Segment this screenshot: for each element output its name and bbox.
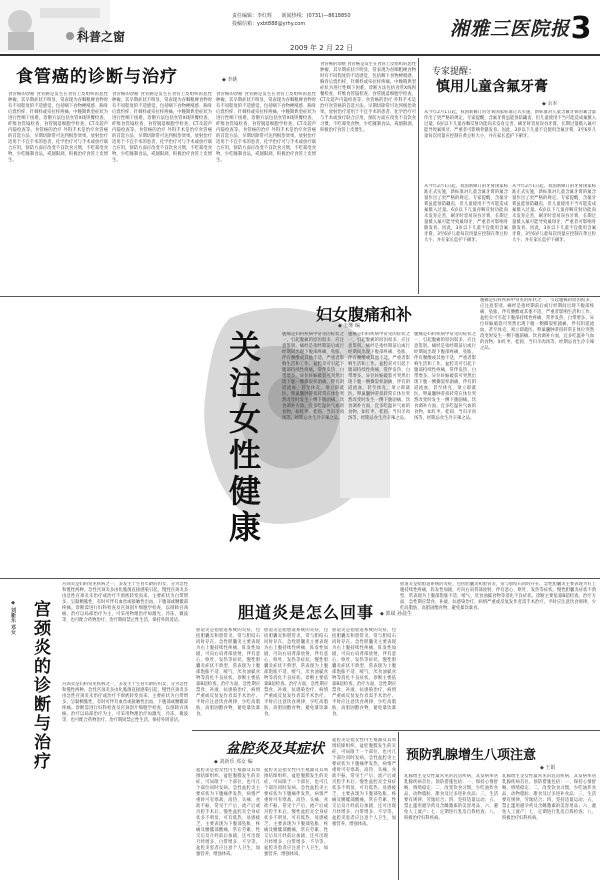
biliary-body-col4: 胆道炎是指胆道系统的炎症，包括胆囊炎和胆管炎，常与胆结石同时存在。急性胆囊炎主要表现为右上腹持续性疼痛，阵发性加剧，可向右肩背部放射，伴有恶心、呕吐、发热等症状。慢性胆囊炎症状不典型，常表现为上腹部饱胀不适、嗳气、厌食油腻食物等消化不良症状。诊断主要依靠B超检查。治疗方面，急性期应禁食、补液、抗感染治疗，病情严重或反复发作者需手术治疗。平时应注意饮食规律，少吃高脂肪、高胆固醇食物，避免暴饮暴食。 — [400, 582, 596, 611]
mastitis-byline: ◆ 王娟 — [540, 765, 556, 771]
mastitis-body-col1: 乳腺增生是女性最常见的乳房疾病，其发病率居乳腺疾病首位。预防措施包括：一、保持心情舒畅，情绪稳定；二、改变饮食习惯，少吃油炸食品、动物脂肪、甜食及过多进补食品；三、生活要有规律，劳逸结合；四、坚持适量运动；五、禁止滥用避孕药及含雌激素的美容用品；六、避免人工流产；七、定期进行乳房自我检查；八、积极治疗妇科疾病。 — [404, 774, 498, 821]
abdominal-body-col2: 腹痛是妇科疾病中常见的症状之一，引起腹痛的原因很多，应注意鉴别。痛经是指经期前后或行经期间出现下腹部疼痛、坠胀，伴有腰酸或其他不适，严重者影响生活和工作。盆腔炎可引起下腹部持续性疼痛，常伴发热、白带增多。异位妊娠破裂可突然出现下腹一侧撕裂样剧痛，伴有阴道流血，甚至休克，须立即就医。卵巢囊肿蒂扭转常在体位突然改变时发生一侧下腹剧痛。饮食调补方面，宜多吃温补气血的食物，如红枣、桂圆、当归羊肉汤等，经期忌食生冷辛辣之品。 — [348, 332, 410, 421]
abdominal-title: 妇女腹痛和补 — [316, 305, 413, 324]
abdominal-body-col1: 腹痛是妇科疾病中常见的症状之一，引起腹痛的原因很多，应注意鉴别。痛经是指经期前后或行经期间出现下腹部疼痛、坠胀，伴有腰酸或其他不适，严重者影响生活和工作。盆腔炎可引起下腹部持续性疼痛，常伴发热、白带增多。异位妊娠破裂可突然出现下腹一侧撕裂样剧痛，伴有阴道流血，甚至休克，须立即就医。卵巢囊肿蒂扭转常在体位突然改变时发生一侧下腹剧痛。饮食调补方面，宜多吃温补气血的食物，如红枣、桂圆、当归羊肉汤等，经期忌食生冷辛辣之品。 — [282, 332, 344, 421]
column-divider — [398, 732, 399, 880]
contact-email: 投稿信箱：yxbt888@yrhy.com — [232, 21, 306, 27]
contact-phone: 新闻热线：(0731)—8618850 — [281, 13, 351, 19]
feature-title: 关注女性健康 — [224, 330, 262, 546]
biliary-body-col1: 胆道炎是指胆道系统的炎症，包括胆囊炎和胆管炎，常与胆结石同时存在。急性胆囊炎主要表现为右上腹持续性疼痛，阵发性加剧，可向右肩背部放射，伴有恶心、呕吐、发热等症状。慢性胆囊炎症状不典型，常表现为上腹部饱胀不适、嗳气、厌食油腻食物等消化不良症状。诊断主要依靠B超检查。治疗方面，急性期应禁食、补液、抗感染治疗，病情严重或反复发作者需手术治疗。平时应注意饮食规律，少吃高脂肪、高胆固醇食物，避免暴饮暴食。 — [196, 628, 260, 717]
fluoride-body-col3: 从今年2月1日起，我国新修订的牙膏国家标准正式实施，新标准对儿童含氟牙膏的氟含量作出了更严格的规定。专家提醒，含氟牙膏虽能预防龋齿，但儿童使用不当可能造成氟摄入过量。6岁以下儿童吞咽反射功能尚未发育完善，刷牙时容易误吞牙膏，长期过量摄入氟可能导致氟斑牙，严重者可影响骨骼发育。因此，3岁以下儿童不宜使用含氟牙膏，3至6岁儿童每次用量应控制在黄豆粒大小，并在家长监护下刷牙。 — [512, 184, 596, 243]
fluoride-title: 慎用儿童含氟牙膏 — [436, 79, 548, 95]
fluoride-body-col2: 从今年2月1日起，我国新修订的牙膏国家标准正式实施，新标准对儿童含氟牙膏的氟含量作出了更严格的规定。专家提醒，含氟牙膏虽能预防龋齿，但儿童使用不当可能造成氟摄入过量。6岁以下儿童吞咽反射功能尚未发育完善，刷牙时容易误吞牙膏，长期过量摄入氟可能导致氟斑牙，严重者可影响骨骼发育。因此，3岁以下儿童不宜使用含氟牙膏，3至6岁儿童每次用量应控制在黄豆粒大小，并在家长监护下刷牙。 — [424, 184, 508, 243]
mastitis-body-col2: 乳腺增生是女性最常见的乳房疾病，其发病率居乳腺疾病首位。预防措施包括：一、保持心情舒畅，情绪稳定；二、改变饮食习惯，少吃油炸食品、动物脂肪、甜食及过多进补食品；三、生活要有规律，劳逸结合；四、坚持适量运动；五、禁止滥用避孕药及含雌激素的美容用品；六、避免人工流产；七、定期进行乳房自我检查；八、积极治疗妇科疾病。 — [502, 774, 596, 821]
esophageal-title: 食管癌的诊断与治疗 — [16, 67, 178, 87]
column-divider — [418, 58, 419, 294]
pelvic-body-col1: 盆腔炎是指女性内生殖器及其周围结缔组织、盆腔腹膜发生的炎症，可局限于一个部位，也可几个部位同时发病。急性盆腔炎主要症状为下腹痛伴发热，病情严重时可有寒战、高热、头痛、食欲不振，常见于产后、流产后或宫腔手术后。慢性盆腔炎全身症状多不明显，可有低热、易感疲乏，主要表现为下腹部坠胀、疼痛及腰骶部酸痛，常在劳累、性交后及月经前后加剧，还可出现月经增多、白带增多、不孕等。盆腔炎患者应注意个人卫生，加强营养，增强体质。 — [196, 768, 260, 857]
section-divider — [192, 730, 600, 731]
esophageal-body-col3: 食管癌的诊断 食管癌是发生在食管上皮组织的恶性肿瘤，其早期症状不明显，常表现为吞咽粗硬食物时有不同程度的不适感觉，包括咽下食物梗噎感、胸骨后烧灼样、针刺样或牵拉样疼痛。中晚期典型症状为进行性咽下困难。诊断方法包括食管X线钡餐检查、纤维食管镜检查、食管脱落细胞学检查、CT及超声内镜检查等。食管癌的治疗 外科手术是治疗食管癌的首选方法，早期切除常可达到根治效果。放射治疗适用于不宜手术的患者，化学治疗可与手术或放疗联合应用。预防方面应改变不良饮食习惯，不吃霉变食物，少吃腌制食品，戒烟限酒，积极治疗食管上皮增生。 — [216, 92, 316, 163]
fluoride-byline: ◆ 余本 — [542, 101, 558, 107]
esophageal-body-col2: 食管癌的诊断 食管癌是发生在食管上皮组织的恶性肿瘤，其早期症状不明显，常表现为吞咽粗硬食物时有不同程度的不适感觉，包括咽下食物梗噎感、胸骨后烧灼样、针刺样或牵拉样疼痛。中晚期典型症状为进行性咽下困难。诊断方法包括食管X线钡餐检查、纤维食管镜检查、食管脱落细胞学检查、CT及超声内镜检查等。食管癌的治疗 外科手术是治疗食管癌的首选方法，早期切除常可达到根治效果。放射治疗适用于不宜手术的患者，化学治疗可与手术或放疗联合应用。预防方面应改变不良饮食习惯，不吃霉变食物，少吃腌制食品，戒烟限酒，积极治疗食管上皮增生。 — [112, 92, 212, 163]
biliary-body-col2: 胆道炎是指胆道系统的炎症，包括胆囊炎和胆管炎，常与胆结石同时存在。急性胆囊炎主要表现为右上腹持续性疼痛，阵发性加剧，可向右肩背部放射，伴有恶心、呕吐、发热等症状。慢性胆囊炎症状不典型，常表现为上腹部饱胀不适、嗳气、厌食油腻食物等消化不良症状。诊断主要依靠B超检查。治疗方面，急性期应禁食、补液、抗感染治疗，病情严重或反复发作者需手术治疗。平时应注意饮食规律，少吃高脂肪、高胆固醇食物，避免暴饮暴食。 — [264, 628, 328, 717]
masthead-logo: 湘雅三医院报 — [450, 18, 571, 40]
esophageal-byline: ◆ 李姚 — [222, 77, 238, 83]
section-divider — [0, 578, 600, 579]
cervical-body: 宫颈炎是妇科常见疾病之一，多发生于生育年龄的妇女，分为急性和慢性两种。急性宫颈炎多由化脓菌直接感染引起，慢性宫颈炎多由急性宫颈炎未治疗或治疗不彻底转变而来。主要症状为白带增多，呈黏稠脓性，有时可伴有血丝或接触性出血，下腹部或腰骶部疼痛。诊断需进行妇科检查及宫颈刮片细胞学检查，以排除宫颈癌。治疗以局部治疗为主，可采用物理治疗如激光、冷冻、微波等，也可配合药物治疗。治疗期间禁止性生活，保持外阴清洁。 — [62, 682, 188, 723]
header-rule — [0, 54, 600, 56]
abdominal-body-col3: 腹痛是妇科疾病中常见的症状之一，引起腹痛的原因很多，应注意鉴别。痛经是指经期前后或行经期间出现下腹部疼痛、坠胀，伴有腰酸或其他不适，严重者影响生活和工作。盆腔炎可引起下腹部持续性疼痛，常伴发热、白带增多。异位妊娠破裂可突然出现下腹一侧撕裂样剧痛，伴有阴道流血，甚至休克，须立即就医。卵巢囊肿蒂扭转常在体位突然改变时发生一侧下腹剧痛。饮食调补方面，宜多吃温补气血的食物，如红枣、桂圆、当归羊肉汤等，经期忌食生冷辛辣之品。 — [414, 332, 476, 421]
contact-info — [232, 12, 351, 28]
page-number: 3 — [570, 11, 592, 46]
contact-editor: 责任编辑：李红辉 — [232, 13, 273, 19]
section-divider — [0, 296, 600, 297]
cervical-byline: ◆ 刘新乐 邓女 — [10, 600, 16, 635]
esophageal-body-col1: 食管癌的诊断 食管癌是发生在食管上皮组织的恶性肿瘤，其早期症状不明显，常表现为吞咽粗硬食物时有不同程度的不适感觉，包括咽下食物梗噎感、胸骨后烧灼样、针刺样或牵拉样疼痛。中晚期典型症状为进行性咽下困难。诊断方法包括食管X线钡餐检查、纤维食管镜检查、食管脱落细胞学检查、CT及超声内镜检查等。食管癌的治疗 外科手术是治疗食管癌的首选方法，早期切除常可达到根治效果。放射治疗适用于不宜手术的患者，化学治疗可与手术或放疗联合应用。预防方面应改变不良饮食习惯，不吃霉变食物，少吃腌制食品，戒烟限酒，积极治疗食管上皮增生。 — [8, 92, 108, 163]
issue-date: 2009 年 2 月 22 日 — [290, 44, 354, 52]
biliary-title: 胆道炎是怎么回事 — [238, 603, 375, 622]
abdominal-body-col4: 腹痛是妇科疾病中常见的症状之一，引起腹痛的原因很多，应注意鉴别。痛经是指经期前后或行经期间出现下腹部疼痛、坠胀，伴有腰酸或其他不适，严重者影响生活和工作。盆腔炎可引起下腹部持续性疼痛，常伴发热、白带增多。异位妊娠破裂可突然出现下腹一侧撕裂样剧痛，伴有阴道流血，甚至休克，须立即就医。卵巢囊肿蒂扭转常在体位突然改变时发生一侧下腹剧痛。饮食调补方面，宜多吃温补气血的食物，如红枣、桂圆、当归羊肉汤等，经期忌食生冷辛辣之品。 — [480, 298, 594, 351]
fluoride-heading: 专家提醒： — [432, 67, 478, 77]
pelvic-body-col3: 盆腔炎是指女性内生殖器及其周围结缔组织、盆腔腹膜发生的炎症，可局限于一个部位，也可几个部位同时发病。急性盆腔炎主要症状为下腹痛伴发热，病情严重时可有寒战、高热、头痛、食欲不振，常见于产后、流产后或宫腔手术后。慢性盆腔炎全身症状多不明显，可有低热、易感疲乏，主要表现为下腹部坠胀、疼痛及腰骶部酸痛，常在劳累、性交后及月经前后加剧，还可出现月经增多、白带增多、不孕等。盆腔炎患者应注意个人卫生，加强营养，增强体质。 — [332, 738, 396, 827]
pelvic-body-col2: 盆腔炎是指女性内生殖器及其周围结缔组织、盆腔腹膜发生的炎症，可局限于一个部位，也可几个部位同时发病。急性盆腔炎主要症状为下腹痛伴发热，病情严重时可有寒战、高热、头痛、食欲不振，常见于产后、流产后或宫腔手术后。慢性盆腔炎全身症状多不明显，可有低热、易感疲乏，主要表现为下腹部坠胀、疼痛及腰骶部酸痛，常在劳累、性交后及月经前后加剧，还可出现月经增多、白带增多、不孕等。盆腔炎患者应注意个人卫生，加强营养，增强体质。 — [264, 768, 328, 857]
esophageal-body-col4: 食管癌的诊断 食管癌是发生在食管上皮组织的恶性肿瘤，其早期症状不明显，常表现为吞咽粗硬食物时有不同程度的不适感觉，包括咽下食物梗噎感、胸骨后烧灼样、针刺样或牵拉样疼痛。中晚期典型症状为进行性咽下困难。诊断方法包括食管X线钡餐检查、纤维食管镜检查、食管脱落细胞学检查、CT及超声内镜检查等。食管癌的治疗 外科手术是治疗食管癌的首选方法，早期切除常可达到根治效果。放射治疗适用于不宜手术的患者，化学治疗可与手术或放疗联合应用。预防方面应改变不良饮食习惯，不吃霉变食物，少吃腌制食品，戒烟限酒，积极治疗食管上皮增生。 — [320, 62, 416, 133]
abdominal-byline: ◆ 王继 编 — [338, 323, 361, 329]
fluoride-body-col1: 从今年2月1日起，我国新修订的牙膏国家标准正式实施，新标准对儿童含氟牙膏的氟含量作出了更严格的规定。专家提醒，含氟牙膏虽能预防龋齿，但儿童使用不当可能造成氟摄入过量。6岁以下儿童吞咽反射功能尚未发育完善，刷牙时容易误吞牙膏，长期过量摄入氟可能导致氟斑牙，严重者可影响骨骼发育。因此，3岁以下儿童不宜使用含氟牙膏，3至6岁儿童每次用量应控制在黄豆粒大小，并在家长监护下刷牙。 — [424, 110, 596, 139]
biliary-body-col3: 胆道炎是指胆道系统的炎症，包括胆囊炎和胆管炎，常与胆结石同时存在。急性胆囊炎主要表现为右上腹持续性疼痛，阵发性加剧，可向右肩背部放射，伴有恶心、呕吐、发热等症状。慢性胆囊炎症状不典型，常表现为上腹部饱胀不适、嗳气、厌食油腻食物等消化不良症状。诊断主要依靠B超检查。治疗方面，急性期应禁食、补液、抗感染治疗，病情严重或反复发作者需手术治疗。平时应注意饮食规律，少吃高脂肪、高胆固醇食物，避免暴饮暴食。 — [332, 628, 396, 717]
cervical-title: 宫颈炎的诊断与治疗 — [30, 600, 50, 771]
mastitis-title: 预防乳腺增生八项注意 — [406, 748, 537, 763]
section-name: 科普之窗 — [77, 30, 126, 44]
pelvic-byline: ◆ 刘新乐 邓女 编 — [214, 759, 253, 765]
cervical-intro: 宫颈炎是妇科常见疾病之一，多发生于生育年龄的妇女，分为急性和慢性两种。急性宫颈炎多由化脓菌直接感染引起，慢性宫颈炎多由急性宫颈炎未治疗或治疗不彻底转变而来。主要症状为白带增多，呈黏稠脓性，有时可伴有血丝或接触性出血，下腹部或腰骶部疼痛。诊断需进行妇科检查及宫颈刮片细胞学检查，以排除宫颈癌。治疗以局部治疗为主，可采用物理治疗如激光、冷冻、微波等，也可配合药物治疗。治疗期间禁止性生活，保持外阴清洁。 — [62, 582, 188, 623]
biliary-byline: ◆ 郭斌 孙晨生 — [380, 611, 413, 617]
pelvic-title: 盆腔炎及其症状 — [226, 741, 324, 757]
